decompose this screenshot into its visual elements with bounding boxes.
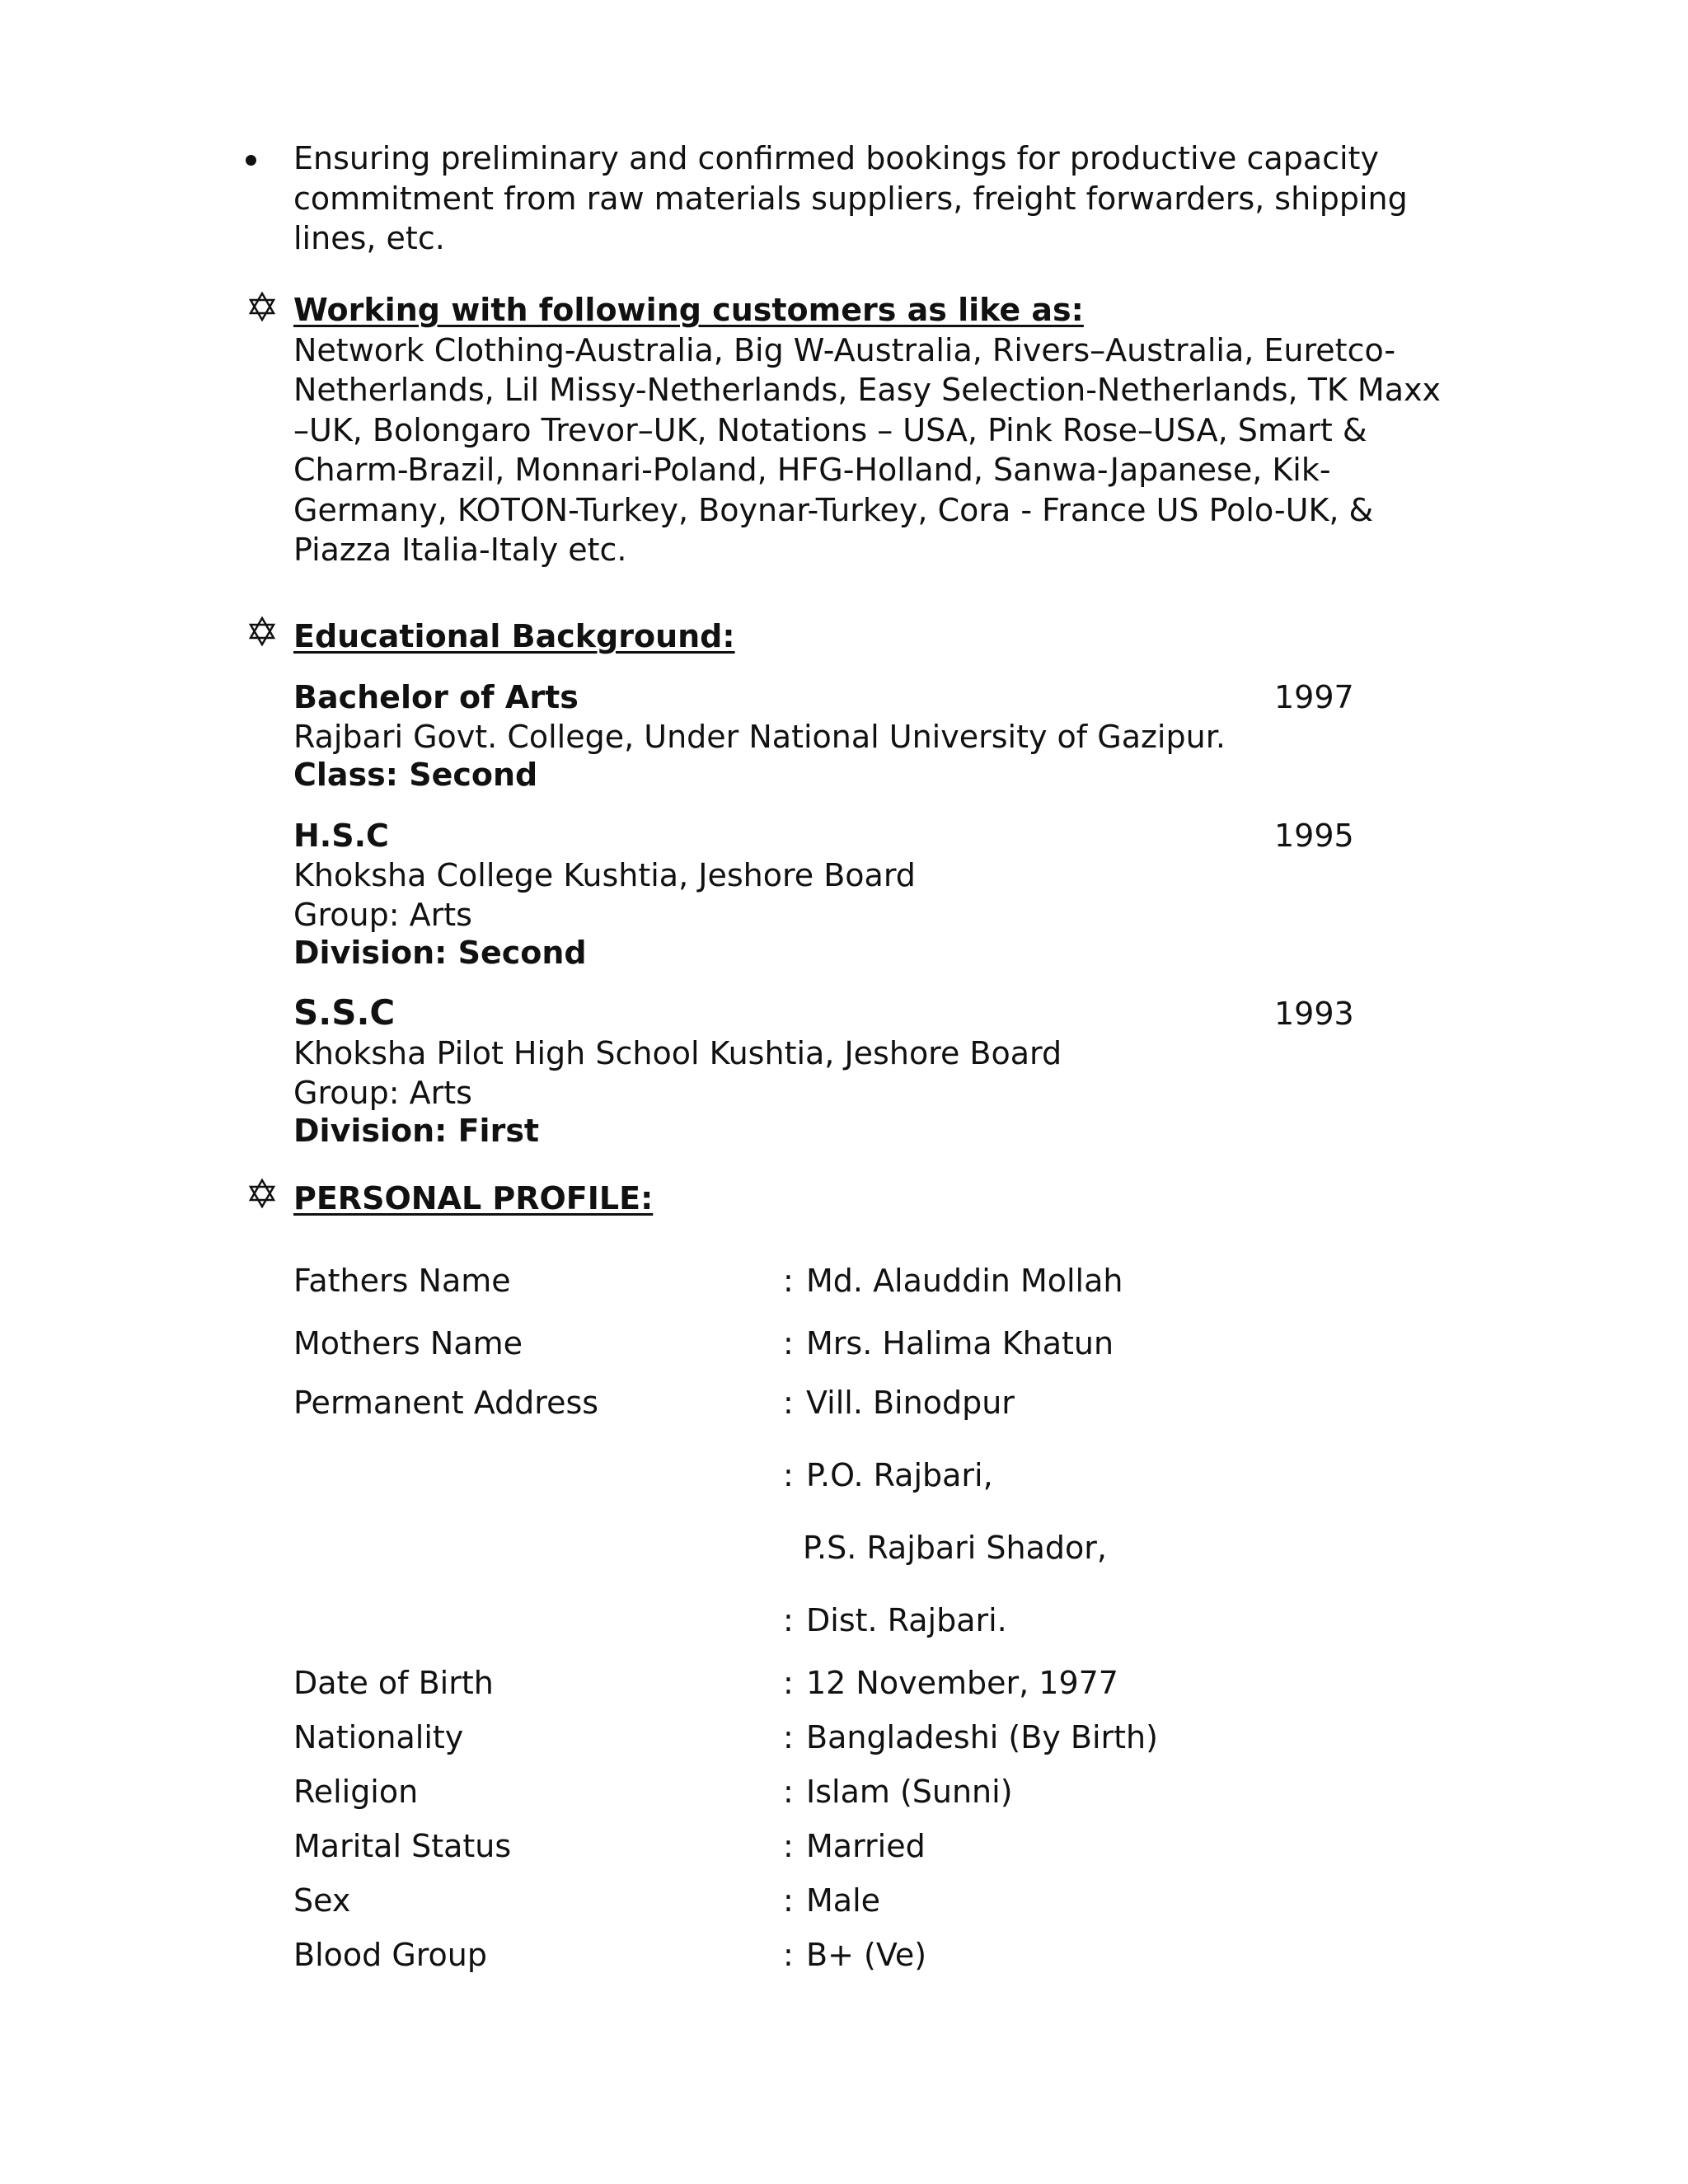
profile-label: Mothers Name — [293, 1325, 523, 1361]
degree-title: S.S.C — [293, 992, 396, 1033]
result: Division: First — [293, 1113, 540, 1149]
star-of-david-icon — [247, 1179, 277, 1208]
profile-value: 12 November, 1977 — [806, 1665, 1118, 1701]
profile-heading: PERSONAL PROFILE: — [293, 1180, 654, 1216]
customers-line: –UK, Bolongaro Trevor–UK, Notations – USA, Pink Rose–USA, Smart & — [293, 411, 1367, 448]
profile-label: Date of Birth — [293, 1665, 494, 1701]
profile-label: Blood Group — [293, 1937, 488, 1973]
customers-line: Charm-Brazil, Monnari-Poland, HFG-Holland, Sanwa-Japanese, Kik- — [293, 452, 1331, 488]
degree-title: H.S.C — [293, 818, 389, 854]
profile-value: Islam (Sunni) — [806, 1774, 1013, 1810]
address-line: Vill. Binodpur — [806, 1385, 1015, 1421]
institution: Khoksha College Kushtia, Jeshore Board — [293, 857, 916, 893]
group: Group: Arts — [293, 1075, 472, 1111]
degree-title: Bachelor of Arts — [293, 679, 579, 715]
bullet-line: lines, etc. — [293, 220, 445, 256]
profile-label: Nationality — [293, 1719, 464, 1755]
education-heading: Educational Background: — [293, 618, 735, 654]
separator: : — [783, 1719, 794, 1755]
group: Group: Arts — [293, 897, 472, 933]
degree-year: 1997 — [1274, 679, 1354, 715]
bullet-dot — [246, 155, 256, 166]
separator: : — [783, 1937, 794, 1973]
profile-label: Permanent Address — [293, 1385, 599, 1421]
institution: Khoksha Pilot High School Kushtia, Jeshore Board — [293, 1035, 1062, 1071]
separator: : — [783, 1325, 794, 1361]
profile-value: B+ (Ve) — [806, 1937, 927, 1973]
profile-value: Male — [806, 1882, 881, 1919]
customers-line: Network Clothing-Australia, Big W-Australia, Rivers–Australia, Euretco- — [293, 331, 1396, 368]
institution: Rajbari Govt. College, Under National University of Gazipur. — [293, 719, 1226, 755]
profile-label: Sex — [293, 1882, 351, 1919]
separator: : — [783, 1882, 794, 1919]
address-line: Dist. Rajbari. — [806, 1602, 1007, 1638]
degree-year: 1995 — [1274, 818, 1354, 854]
profile-value: Md. Alauddin Mollah — [806, 1263, 1123, 1299]
separator: : — [783, 1774, 794, 1810]
customers-line: Germany, KOTON-Turkey, Boynar-Turkey, Cora - France US Polo-UK, & — [293, 491, 1374, 528]
separator: : — [783, 1828, 794, 1864]
profile-value: Mrs. Halima Khatun — [806, 1325, 1114, 1361]
separator: : — [783, 1457, 794, 1493]
profile-label: Fathers Name — [293, 1263, 511, 1299]
result: Class: Second — [293, 757, 538, 793]
separator: : — [783, 1385, 794, 1421]
separator: : — [783, 1602, 794, 1638]
result: Division: Second — [293, 935, 587, 971]
bullet-line: commitment from raw materials suppliers, freight forwarders, shipping — [293, 180, 1408, 217]
profile-label: Marital Status — [293, 1828, 512, 1864]
customers-section — [293, 290, 1563, 570]
bullet-item-text — [293, 138, 1563, 259]
star-of-david-icon — [247, 616, 277, 646]
customers-line: Piazza Italia-Italy etc. — [293, 532, 627, 568]
separator: : — [783, 1263, 794, 1299]
profile-value: Bangladeshi (By Birth) — [806, 1719, 1158, 1755]
address-line: P.O. Rajbari, — [806, 1457, 993, 1493]
star-of-david-icon — [247, 292, 277, 321]
customers-heading: Working with following customers as like as: — [293, 292, 1084, 328]
customers-line: Netherlands, Lil Missy-Netherlands, Easy Selection-Netherlands, TK Maxx — [293, 372, 1441, 408]
separator: : — [783, 1665, 794, 1701]
profile-label: Religion — [293, 1774, 419, 1810]
degree-year: 1993 — [1274, 996, 1354, 1032]
bullet-line: Ensuring preliminary and confirmed bookings for productive capacity — [293, 140, 1379, 176]
profile-value: Married — [806, 1828, 926, 1864]
address-line: P.S. Rajbari Shador, — [803, 1530, 1107, 1566]
